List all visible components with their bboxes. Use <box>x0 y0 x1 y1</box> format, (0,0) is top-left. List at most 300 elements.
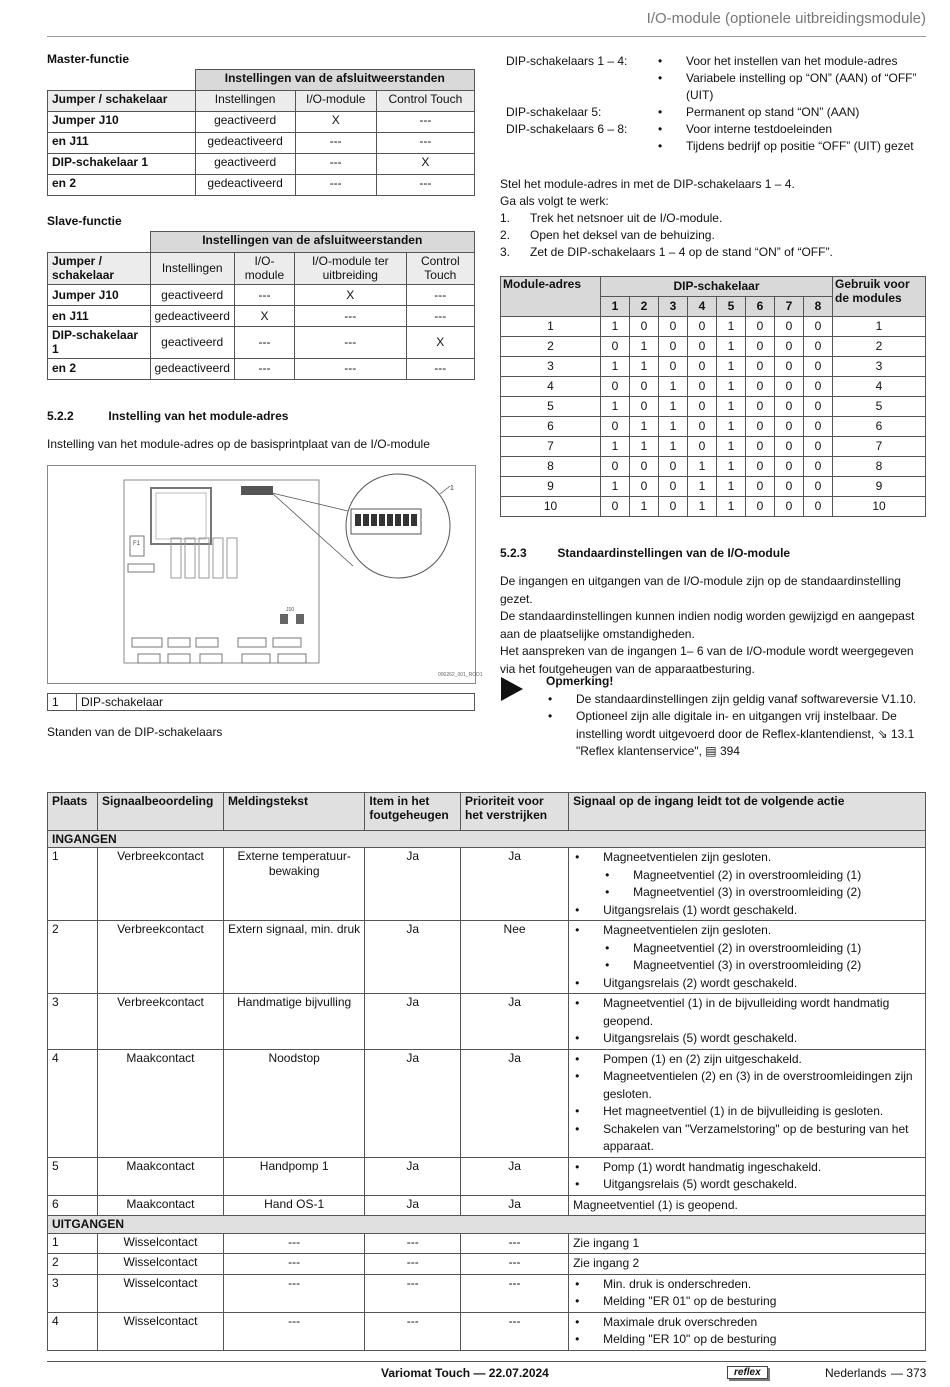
slave-cell: --- <box>406 358 474 379</box>
module-cell: 5 <box>833 397 926 417</box>
signals-band-row <box>48 1216 926 1233</box>
signal-action-text: Zie ingang 1 <box>573 1235 640 1250</box>
slave-cell: geactiveerd <box>150 284 234 305</box>
slave-title: Slave-functie <box>47 214 122 228</box>
module-cell: 7 <box>501 437 601 457</box>
signal-priority: Ja <box>461 848 569 921</box>
module-cell: 0 <box>804 397 833 417</box>
module-cell: 1 <box>717 357 746 377</box>
reflex-logo: reflex <box>727 1366 768 1379</box>
master-cell: X <box>376 154 474 175</box>
slave-col-header: Instellingen <box>150 253 234 285</box>
slave-col-header: Jumper / schakelaar <box>48 253 151 285</box>
module-cell: 1 <box>833 317 926 337</box>
svg-text:J10: J10 <box>286 607 295 613</box>
signal-type: Maakcontact <box>97 1049 223 1157</box>
signal-message: --- <box>223 1233 364 1254</box>
module-cell: 8 <box>501 457 601 477</box>
module-cell: 0 <box>775 377 804 397</box>
master-cell: --- <box>295 154 376 175</box>
pcb-figure <box>47 465 483 684</box>
module-cell: 1 <box>630 337 659 357</box>
master-cell: DIP-schakelaar 1 <box>48 154 196 175</box>
slave-cell: X <box>406 326 474 358</box>
module-cell: 0 <box>804 437 833 457</box>
section-523-number: 5.2.3 <box>500 546 527 560</box>
signal-action-item: • Min. druk is onderschreden. <box>573 1276 921 1294</box>
dip-info-6-8: DIP-schakelaars 6 – 8: • Voor interne testdoeleinden • Tijdens bedrijf op positie “OFF” (UIT) gezet <box>506 121 926 155</box>
footer-rule <box>47 1361 926 1362</box>
master-cell: gedeactiveerd <box>195 175 295 196</box>
module-cell: 1 <box>601 317 630 337</box>
master-cell: geactiveerd <box>195 154 295 175</box>
module-cell: 0 <box>630 317 659 337</box>
signal-fault-memory: Ja <box>365 1195 461 1216</box>
slave-cell: --- <box>234 284 294 305</box>
slave-row <box>48 326 475 358</box>
master-col-header: Jumper / schakelaar <box>48 91 196 112</box>
module-cell: 0 <box>804 377 833 397</box>
signal-message: --- <box>223 1312 364 1350</box>
signal-action-item: • Uitgangsrelais (5) wordt geschakeld. <box>573 1030 921 1048</box>
signals-band-label: INGANGEN <box>48 831 926 848</box>
signal-row <box>48 1233 926 1254</box>
section-523-heading <box>500 546 790 560</box>
h-address: Module-adres <box>501 277 601 317</box>
signal-row <box>48 848 926 921</box>
module-cell: 0 <box>630 397 659 417</box>
signal-fault-memory: Ja <box>365 848 461 921</box>
module-cell: 1 <box>630 497 659 517</box>
slave-cell: Jumper J10 <box>48 284 151 305</box>
module-cell: 4 <box>501 377 601 397</box>
slave-cell: --- <box>295 326 407 358</box>
signal-action-item: • Pompen (1) en (2) zijn uitgeschakeld. <box>573 1051 921 1069</box>
dip-number-header: 3 <box>659 297 688 317</box>
signal-message: Hand OS-1 <box>223 1195 364 1216</box>
module-cell: 0 <box>746 437 775 457</box>
signal-actions <box>569 994 926 1050</box>
master-col-header: Control Touch <box>376 91 474 112</box>
slave-cell: --- <box>295 358 407 379</box>
module-cell: 0 <box>601 497 630 517</box>
signal-priority: --- <box>461 1254 569 1275</box>
section-523-title: Standaardinstellingen van de I/O-module <box>557 546 791 560</box>
module-cell: 0 <box>775 477 804 497</box>
figure-code: 000262_001_ROD1 <box>438 672 483 678</box>
module-cell: 0 <box>746 337 775 357</box>
signal-action-item: • Magneetventielen (2) en (3) in de overstroomleidingen zijn gesloten. <box>573 1068 921 1103</box>
master-title: Master-functie <box>47 52 130 66</box>
signal-message: Noodstop <box>223 1049 364 1157</box>
master-row <box>48 112 475 133</box>
slave-table <box>47 231 475 380</box>
section-522-intro: Instelling van het module-adres op de basisprintplaat van de I/O-module <box>47 437 430 451</box>
slave-cell: geactiveerd <box>150 326 234 358</box>
signal-action-item: • Uitgangsrelais (5) wordt geschakeld. <box>573 1176 921 1194</box>
module-row <box>501 477 926 497</box>
dip-number-header: 7 <box>775 297 804 317</box>
module-cell: 2 <box>501 337 601 357</box>
dip-info-5: DIP-schakelaar 5: • Permanent op stand “ON” (AAN) <box>506 104 926 121</box>
signal-actions <box>569 1233 926 1254</box>
module-row <box>501 437 926 457</box>
module-cell: 1 <box>717 377 746 397</box>
signal-action-item: • Magneetventiel (3) in overstroomleiding (2) <box>573 884 921 902</box>
signal-row <box>48 1195 926 1216</box>
module-cell: 5 <box>501 397 601 417</box>
slave-cell: X <box>234 305 294 326</box>
module-cell: 0 <box>659 477 688 497</box>
module-cell: 1 <box>688 497 717 517</box>
signals-col-header: Meldingstekst <box>223 793 364 831</box>
dip-number-header: 4 <box>688 297 717 317</box>
section-522-title: Instelling van het module-adres <box>108 409 289 423</box>
signal-actions <box>569 921 926 994</box>
signal-position: 2 <box>48 1254 98 1275</box>
signal-action-item: • Magneetventiel (2) in overstroomleiding (1) <box>573 940 921 958</box>
module-cell: 0 <box>804 337 833 357</box>
pcb-drawing <box>48 466 483 683</box>
module-cell: 0 <box>659 337 688 357</box>
module-cell: 1 <box>717 417 746 437</box>
module-cell: 0 <box>630 457 659 477</box>
module-cell: 0 <box>746 477 775 497</box>
module-cell: 1 <box>717 497 746 517</box>
slave-row <box>48 284 475 305</box>
module-cell: 1 <box>688 457 717 477</box>
master-row <box>48 175 475 196</box>
module-cell: 0 <box>659 357 688 377</box>
master-cell: Jumper J10 <box>48 112 196 133</box>
signal-position: 1 <box>48 1233 98 1254</box>
module-cell: 1 <box>717 457 746 477</box>
slave-cell: gedeactiveerd <box>150 358 234 379</box>
signal-type: Maakcontact <box>97 1157 223 1195</box>
module-cell: 1 <box>717 437 746 457</box>
signals-table <box>47 792 926 1351</box>
note-item-1: • De standaardinstellingen zijn geldig vanaf softwareversie V1.10. <box>546 691 926 709</box>
signal-action-item: • Schakelen van "Verzamelstoring" op de besturing van het apparaat. <box>573 1121 921 1156</box>
slave-cell: en 2 <box>48 358 151 379</box>
signal-action-text: Magneetventiel (1) is geopend. <box>573 1197 738 1212</box>
module-cell: 0 <box>601 457 630 477</box>
signal-message: --- <box>223 1274 364 1312</box>
module-cell: 0 <box>601 417 630 437</box>
section-522-number: 5.2.2 <box>47 409 74 423</box>
module-row <box>501 317 926 337</box>
signal-action-item: • Pomp (1) wordt handmatig ingeschakeld. <box>573 1159 921 1177</box>
note-item-2: • Optioneel zijn alle digitale in- en uitgangen vrij instelbaar. De instelling wordt uitgevoerd door de Reflex-klantendienst, ⇘ 13.1 "Reflex klantenservice", ▤ 394 <box>546 708 926 761</box>
slave-cell: --- <box>406 284 474 305</box>
module-cell: 1 <box>717 337 746 357</box>
module-cell: 0 <box>804 497 833 517</box>
signal-type: Verbreekcontact <box>97 994 223 1050</box>
signal-action-item: • Melding "ER 01" op de besturing <box>573 1293 921 1311</box>
module-row <box>501 377 926 397</box>
module-cell: 0 <box>804 357 833 377</box>
note-title: Opmerking! <box>546 674 614 688</box>
module-cell: 1 <box>601 437 630 457</box>
module-cell: 3 <box>501 357 601 377</box>
module-cell: 1 <box>630 417 659 437</box>
legend-text: DIP-schakelaar <box>77 694 475 711</box>
signal-row <box>48 1274 926 1312</box>
module-cell: 0 <box>775 357 804 377</box>
legend-number: 1 <box>48 694 77 711</box>
signal-row <box>48 1312 926 1350</box>
signal-action-item: • Magneetventielen zijn gesloten. <box>573 922 921 940</box>
signal-type: Wisselcontact <box>97 1254 223 1275</box>
module-cell: 1 <box>659 437 688 457</box>
signal-actions <box>569 1254 926 1275</box>
module-cell: 1 <box>659 397 688 417</box>
module-cell: 0 <box>601 337 630 357</box>
signal-fault-memory: Ja <box>365 994 461 1050</box>
master-group-header: Instellingen van de afsluitweerstanden <box>195 70 474 91</box>
footer-page: — 373 <box>891 1366 927 1380</box>
module-cell: 1 <box>601 357 630 377</box>
module-cell: 0 <box>688 337 717 357</box>
signal-fault-memory: Ja <box>365 921 461 994</box>
module-cell: 0 <box>746 497 775 517</box>
module-cell: 0 <box>775 457 804 477</box>
module-cell: 0 <box>746 457 775 477</box>
signal-fault-memory: --- <box>365 1254 461 1275</box>
module-cell: 0 <box>804 457 833 477</box>
signal-action-item: • Magneetventiel (1) in de bijvulleiding wordt handmatig geopend. <box>573 995 921 1030</box>
module-cell: 1 <box>501 317 601 337</box>
module-cell: 4 <box>833 377 926 397</box>
module-row <box>501 457 926 477</box>
module-cell: 0 <box>630 477 659 497</box>
signal-position: 5 <box>48 1157 98 1195</box>
figure-callout: 1 <box>450 485 454 492</box>
module-cell: 0 <box>688 377 717 397</box>
slave-cell: --- <box>406 305 474 326</box>
signal-action-item: • Magneetventielen zijn gesloten. <box>573 849 921 867</box>
signal-type: Wisselcontact <box>97 1312 223 1350</box>
dip-number-header: 8 <box>804 297 833 317</box>
module-cell: 0 <box>746 377 775 397</box>
dip-info-1: DIP-schakelaars 1 – 4: • Voor het instellen van het module-adres • Variabele instelling op “ON” (AAN) of “OFF” (UIT) <box>506 53 926 104</box>
signal-actions <box>569 848 926 921</box>
signal-message: Handmatige bijvulling <box>223 994 364 1050</box>
dip-number-header: 1 <box>601 297 630 317</box>
module-cell: 7 <box>833 437 926 457</box>
master-cell: --- <box>376 112 474 133</box>
slave-group-header: Instellingen van de afsluitweerstanden <box>150 232 475 253</box>
master-cell: gedeactiveerd <box>195 133 295 154</box>
signal-position: 2 <box>48 921 98 994</box>
footer-product: Variomat Touch — 22.07.2024 <box>381 1366 549 1380</box>
module-cell: 0 <box>775 437 804 457</box>
signal-priority: --- <box>461 1312 569 1350</box>
module-cell: 6 <box>501 417 601 437</box>
signal-row <box>48 1049 926 1157</box>
module-cell: 9 <box>833 477 926 497</box>
slave-col-header: Control Touch <box>406 253 474 285</box>
module-cell: 0 <box>688 437 717 457</box>
footer-language: Nederlands <box>825 1366 887 1380</box>
module-cell: 1 <box>659 377 688 397</box>
master-cell: X <box>295 112 376 133</box>
signal-type: Maakcontact <box>97 1195 223 1216</box>
module-cell: 1 <box>717 317 746 337</box>
master-cell: en J11 <box>48 133 196 154</box>
master-cell: --- <box>295 175 376 196</box>
master-table <box>47 69 475 196</box>
module-cell: 0 <box>659 457 688 477</box>
module-cell: 0 <box>775 497 804 517</box>
note-ref-link[interactable]: 13.1 "Reflex klantenservice", <box>576 726 915 758</box>
module-cell: 0 <box>804 317 833 337</box>
slave-cell: X <box>295 284 407 305</box>
module-cell: 1 <box>601 397 630 417</box>
signal-action-item: • Melding "ER 10" op de besturing <box>573 1331 921 1349</box>
slave-row <box>48 358 475 379</box>
module-cell: 1 <box>659 417 688 437</box>
module-cell: 0 <box>804 477 833 497</box>
signal-actions <box>569 1049 926 1157</box>
module-address-table <box>500 276 926 517</box>
dip-number-header: 6 <box>746 297 775 317</box>
module-cell: 8 <box>833 457 926 477</box>
module-cell: 1 <box>717 477 746 497</box>
signal-actions <box>569 1195 926 1216</box>
module-cell: 0 <box>746 397 775 417</box>
master-cell: geactiveerd <box>195 112 295 133</box>
module-cell: 0 <box>659 497 688 517</box>
module-cell: 1 <box>601 477 630 497</box>
dip-info-list <box>506 53 926 155</box>
signal-actions <box>569 1312 926 1350</box>
signal-row <box>48 921 926 994</box>
module-cell: 0 <box>630 377 659 397</box>
module-cell: 0 <box>659 317 688 337</box>
signals-col-header: Signaal op de ingang leidt tot de volgende actie <box>569 793 926 831</box>
dip-number-header: 2 <box>630 297 659 317</box>
signal-priority: --- <box>461 1274 569 1312</box>
h-use: Gebruik voor de modules <box>833 277 926 317</box>
signals-band-label: UITGANGEN <box>48 1216 926 1233</box>
signal-position: 4 <box>48 1312 98 1350</box>
note <box>546 673 926 761</box>
signal-fault-memory: Ja <box>365 1049 461 1157</box>
module-cell: 1 <box>630 357 659 377</box>
signal-priority: Ja <box>461 994 569 1050</box>
section-522-heading <box>47 409 288 423</box>
signal-action-item: • Magneetventiel (3) in overstroomleiding (2) <box>573 957 921 975</box>
svg-text:F1: F1 <box>133 541 141 547</box>
module-cell: 10 <box>501 497 601 517</box>
signal-action-item: • Uitgangsrelais (2) wordt geschakeld. <box>573 975 921 993</box>
link-arrow-icon: ⇘ <box>877 726 888 741</box>
module-cell: 0 <box>746 317 775 337</box>
module-cell: 0 <box>775 317 804 337</box>
signal-action-item: • Uitgangsrelais (1) wordt geschakeld. <box>573 902 921 920</box>
signal-actions <box>569 1274 926 1312</box>
signal-priority: Ja <box>461 1195 569 1216</box>
module-row <box>501 497 926 517</box>
signal-type: Verbreekcontact <box>97 921 223 994</box>
slave-col-header: I/O-module ter uitbreiding <box>295 253 407 285</box>
module-row <box>501 357 926 377</box>
section-523-body: De ingangen en uitgangen van de I/O-module zijn op de standaardinstelling gezet. De standaardinstellingen kunnen indien nodig worden gewijzigd en aangepast aan de plaatselijke omstandigheden. Het aanspreken van de ingangen 1– 6 van de I/O-module wordt weergegeven via het foutgeheugen van de apparaatbesturing. <box>500 574 915 676</box>
signal-position: 4 <box>48 1049 98 1157</box>
module-cell: 1 <box>717 397 746 417</box>
dip-number-header: 5 <box>717 297 746 317</box>
signal-priority: Ja <box>461 1049 569 1157</box>
module-cell: 6 <box>833 417 926 437</box>
signal-type: Verbreekcontact <box>97 848 223 921</box>
signals-col-header: Prioriteit voor het verstrijken <box>461 793 569 831</box>
instructions: Stel het module-adres in met de DIP-schakelaars 1 – 4. Ga als volgt te werk: 1. Trek het netsnoer uit de I/O-module. 2. Open het deksel van de behuizing. 3. Zet de DIP-schakelaars 1 – 4 op de stand “ON” of “OFF”. <box>500 177 833 259</box>
signal-position: 1 <box>48 848 98 921</box>
dip-positions-caption: Standen van de DIP-schakelaars <box>47 725 223 739</box>
module-cell: 1 <box>630 437 659 457</box>
master-cell: --- <box>376 133 474 154</box>
module-row <box>501 417 926 437</box>
signal-row <box>48 994 926 1050</box>
signal-message: Externe temperatuur-bewaking <box>223 848 364 921</box>
signals-col-header: Plaats <box>48 793 98 831</box>
signal-message: Handpomp 1 <box>223 1157 364 1195</box>
slave-col-header: I/O-module <box>234 253 294 285</box>
module-cell: 0 <box>688 357 717 377</box>
module-cell: 10 <box>833 497 926 517</box>
module-cell: 0 <box>775 397 804 417</box>
note-arrow-icon <box>501 677 523 701</box>
signal-row <box>48 1254 926 1275</box>
master-row <box>48 133 475 154</box>
signal-fault-memory: --- <box>365 1312 461 1350</box>
signal-action-item: • Maximale druk overschreden <box>573 1314 921 1332</box>
signal-position: 3 <box>48 994 98 1050</box>
slave-cell: --- <box>234 358 294 379</box>
module-cell: 3 <box>833 357 926 377</box>
slave-cell: gedeactiveerd <box>150 305 234 326</box>
signal-priority: Nee <box>461 921 569 994</box>
signal-position: 3 <box>48 1274 98 1312</box>
signal-action-text: Zie ingang 2 <box>573 1256 640 1271</box>
module-cell: 0 <box>746 417 775 437</box>
slave-cell: DIP-schakelaar 1 <box>48 326 151 358</box>
slave-row <box>48 305 475 326</box>
figure-legend <box>47 693 475 711</box>
master-col-header: Instellingen <box>195 91 295 112</box>
signals-col-header: Signaalbeoordeling <box>97 793 223 831</box>
module-cell: 0 <box>775 417 804 437</box>
module-cell: 0 <box>688 417 717 437</box>
signal-action-item: • Het magneetventiel (1) in de bijvulleiding is gesloten. <box>573 1103 921 1121</box>
signal-priority: Ja <box>461 1157 569 1195</box>
signal-message: --- <box>223 1254 364 1275</box>
master-cell: --- <box>376 175 474 196</box>
h-dip: DIP-schakelaar <box>601 277 833 297</box>
signal-row <box>48 1157 926 1195</box>
slave-cell: --- <box>295 305 407 326</box>
signal-type: Wisselcontact <box>97 1274 223 1312</box>
module-cell: 0 <box>804 417 833 437</box>
module-cell: 0 <box>746 357 775 377</box>
module-cell: 0 <box>601 377 630 397</box>
module-cell: 0 <box>688 317 717 337</box>
module-row <box>501 397 926 417</box>
master-row <box>48 154 475 175</box>
signal-message: Extern signaal, min. druk <box>223 921 364 994</box>
module-cell: 9 <box>501 477 601 497</box>
